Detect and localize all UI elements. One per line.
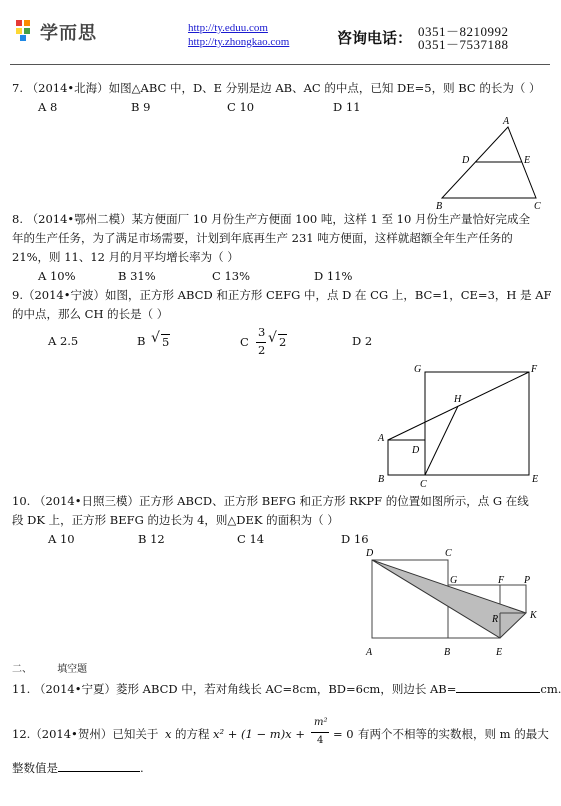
q10-option-a[interactable]: A 10 xyxy=(48,532,75,546)
q10-label-f: F xyxy=(498,575,505,586)
q11-text: 11. （2014•宁夏）菱形 ABCD 中，若对角线长 AC=8cm，BD=6cm，则边长 AB= xyxy=(12,682,457,696)
link-eduu[interactable]: http://ty.eduu.com xyxy=(188,22,268,34)
q10-text-1: 10. （2014•日照三模）正方形 ABCD、正方形 BEFG 和正方形 RKPF 的位置如图所示，点 G 在线 xyxy=(12,494,529,508)
q9-option-c-rad: 2 xyxy=(279,335,287,349)
q8-option-d[interactable]: D 11% xyxy=(314,269,353,283)
q10-label-r: R xyxy=(492,614,499,625)
sqrt-icon: √ xyxy=(268,330,277,346)
q12-text-line2: 整数值是 xyxy=(12,761,58,775)
q10-label-a: A xyxy=(366,647,373,658)
q11-answer-blank[interactable] xyxy=(456,681,540,693)
section-title: 填空题 xyxy=(57,664,88,675)
q7-label-c: C xyxy=(534,201,541,212)
q9-label-h: H xyxy=(454,394,462,405)
q12-line-1 xyxy=(12,718,557,748)
logo-icon xyxy=(14,18,36,42)
q9-option-d[interactable]: D 2 xyxy=(352,334,373,348)
q10-label-c: C xyxy=(445,548,452,559)
phone-2: 0351－7537188 xyxy=(418,37,509,52)
q7-option-a[interactable]: A 8 xyxy=(38,100,58,114)
q9-label-f: F xyxy=(531,364,538,375)
q9-options xyxy=(0,326,561,362)
section-heading xyxy=(12,662,87,677)
q9-label-e: E xyxy=(532,474,539,485)
q9-figure xyxy=(370,360,550,490)
q10-label-e: E xyxy=(496,647,503,658)
q10-option-b[interactable]: B 12 xyxy=(138,532,165,546)
q7-label-a: A xyxy=(503,116,510,127)
q11-unit: cm. xyxy=(540,682,561,696)
q12-frac-num: m² xyxy=(314,717,328,728)
q9-option-c-num: 3 xyxy=(258,325,266,339)
q10-label-g: G xyxy=(450,575,458,586)
logo-text: 学而思 xyxy=(40,23,97,44)
q9-text-2: 的中点，那么 CH 的长是（ ） xyxy=(12,307,169,321)
q9-label-b: B xyxy=(378,474,385,485)
q11 xyxy=(12,681,561,697)
q7-label-d: D xyxy=(462,155,470,166)
q9-label-d: D xyxy=(412,445,420,456)
q12-text-post: 有两个不相等的实数根，则 m 的最大 xyxy=(358,727,549,741)
logo xyxy=(14,16,124,46)
q9-option-b[interactable] xyxy=(137,330,170,349)
q12-equation-part2: = 0 xyxy=(333,727,354,741)
header xyxy=(0,0,561,60)
q8-options xyxy=(0,269,561,284)
q12-line-2 xyxy=(12,760,144,776)
q10-option-d[interactable]: D 16 xyxy=(341,532,369,546)
q8-option-b[interactable]: B 31% xyxy=(118,269,156,283)
q9-label-a: A xyxy=(378,433,385,444)
q10-text-2: 段 DK 上，正方形 BEFG 的边长为 4，则△DEK 的面积为（ ） xyxy=(12,513,339,527)
q9-label-g: G xyxy=(414,364,422,375)
section-number: 二、 xyxy=(12,664,32,675)
q8-text-2: 年的生产任务，为了满足市场需要，计划到年底再生产 231 吨方便面，这样就超额全年生产任务的 xyxy=(12,231,513,245)
q10-option-c[interactable]: C 14 xyxy=(237,532,265,546)
q12-text-pre: 12.（2014•贺州）已知关于 xyxy=(12,727,159,741)
q9-option-b-value: 5 xyxy=(162,335,170,349)
q8-option-a[interactable]: A 10% xyxy=(38,269,76,283)
q7-text: 7. （2014•北海）如图△ABC 中，D、E 分别是边 AB、AC 的中点，已知 DE=5，则 BC 的长为（ ） xyxy=(12,81,541,95)
q12-answer-blank[interactable] xyxy=(58,760,140,772)
link-zhongkao[interactable]: http://ty.zhongkao.com xyxy=(188,36,290,48)
header-divider xyxy=(10,64,550,65)
phone-1: 0351－8210992 xyxy=(418,24,509,39)
q7-option-b[interactable]: B 9 xyxy=(131,100,151,114)
q7-label-b: B xyxy=(436,201,443,212)
q10-label-b: B xyxy=(444,647,451,658)
q12-end: . xyxy=(140,761,144,775)
q7-figure xyxy=(428,113,553,213)
q7-option-c[interactable]: C 10 xyxy=(227,100,255,114)
q9-text-1: 9.（2014•宁波）如图，正方形 ABCD 和正方形 CEFG 中，点 D 在 CG 上，BC=1，CE=3，H 是 AF xyxy=(12,288,552,302)
q12-equation-part1: x² + (1 − m)x + xyxy=(213,727,305,741)
q10-label-p: P xyxy=(524,575,531,586)
q9-option-b-letter: B xyxy=(137,334,146,348)
q8-text-1: 8. （2014•鄂州二模）某方便面厂 10 月份生产方便面 100 吨，这样 1 至 10 月份生产量恰好完成全 xyxy=(12,212,530,226)
q9-option-c[interactable] xyxy=(240,326,300,362)
q8-option-c[interactable]: C 13% xyxy=(212,269,251,283)
q12-frac-den: 4 xyxy=(317,735,324,746)
q9-option-c-den: 2 xyxy=(258,343,266,357)
hotline-label: 咨询电话： xyxy=(337,29,413,47)
sqrt-icon: √ xyxy=(151,330,160,346)
q10-label-k: K xyxy=(530,610,537,621)
q10-figure xyxy=(360,545,550,665)
q7-label-e: E xyxy=(524,155,531,166)
q12-var-x: x xyxy=(165,727,172,741)
q9-option-c-letter: C xyxy=(240,335,249,349)
q9-option-a[interactable]: A 2.5 xyxy=(48,334,79,348)
q12-text-mid: 的方程 xyxy=(175,727,210,741)
q8-text-3: 21%，则 11、12 月的月平均增长率为（ ） xyxy=(12,250,239,264)
q10-label-d: D xyxy=(366,548,374,559)
q9-label-c: C xyxy=(420,479,427,490)
q7-option-d[interactable]: D 11 xyxy=(333,100,361,114)
